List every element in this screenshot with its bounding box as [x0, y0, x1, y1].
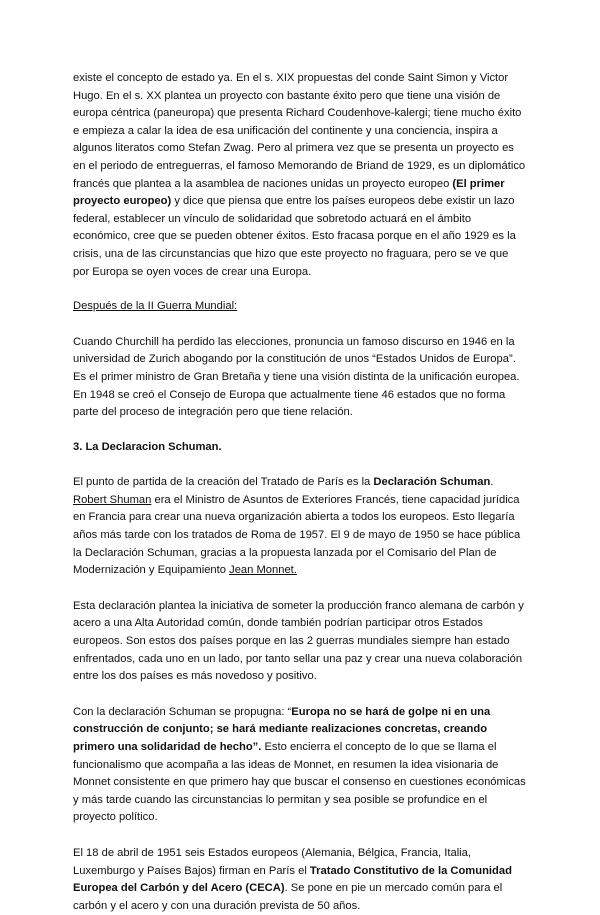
paragraph-quote-text: Esto encierra el concepto de lo que se llama el funcionalismo que acompaña a las ideas de Monnet, en resumen la idea visionaria de Monnet consistente en que primero hay que buscar el consenso en cuestiones económicas y más tarde cuando las circunstancias lo permitan y sea posible se profundice en el proyecto político.: [73, 741, 526, 824]
paragraph-ceca-text-end: . Se pone en pie un mercado común para el carbón y el acero y con una duración prevista de 50 años.: [73, 882, 503, 912]
ceca-treaty-bold: Tratado Constitutivo de la Comunidad Europea del Carbón y del Acero (CECA): [73, 864, 512, 895]
subheading-postwar: [73, 298, 526, 316]
paragraph-quote: [73, 704, 526, 827]
paragraph-intro-bold: (El primer proyecto europeo): [73, 177, 505, 208]
paragraph-ceca: [73, 845, 526, 915]
paragraph-churchill: Cuando Churchill ha perdido las elecciones, pronuncia un famoso discurso en 1946 en la universidad de Zurich abogando por la constitución de unos “Estados Unidos de Europa”. Es el primer ministro de Gran Bretaña y tiene una visión distinta de la unificación europea. En 1948 se creó el Consejo de Europa que actualmente tiene 46 estados que no forma parte del proceso de integración pero que tiene relación.: [73, 335, 520, 419]
paragraph-quote-intro: Con la declaración Schuman se propugna: “: [73, 705, 292, 718]
declaracion-schuman-bold: Declaración Schuman: [373, 476, 491, 489]
jean-monnet-link[interactable]: Jean Monnet.: [229, 564, 297, 577]
robert-shuman-link[interactable]: Robert Shuman: [73, 493, 152, 506]
paragraph-schuman-text-mid: era el Ministro de Asuntos de Exteriores Francés, tiene capacidad jurídica en Francia para crear una nueva organización abierta a todos los europeos. Esto llegaría años más tarde con los tratados de Roma de 1957. El 9 de mayo de 1950 se hace pública la Declaración Schuman, gracias a la propuesta lanzada por el Comisario del Plan de Modernización y Equipamiento: [73, 493, 521, 577]
paragraph-intro: [73, 70, 526, 281]
subheading-postwar-text: Después de la II Guerra Mundial:: [73, 300, 238, 313]
paragraph-declaracion: Esta declaración plantea la iniciativa de someter la producción franco alemana de carbón y acero a una Alta Autoridad común, donde también podrían participar otros Estados europeos. Son estos dos países porque en las 2 guerras mundiales siempre han estado enfrentados, cada uno en un lado, por tanto sellar una paz y crear una nueva colaboración entre los dos países es más novedoso y positivo.: [73, 599, 524, 683]
paragraph-schuman-period: .: [490, 476, 494, 489]
paragraph-schuman-text: El punto de partida de la creación del Tratado de París es la: [73, 476, 374, 489]
paragraph-ceca-text: El 18 de abril de 1951 seis Estados europeos (Alemania, Bélgica, Francia, Italia, Luxemburgo y Países Bajos) firman en París el: [73, 846, 472, 877]
section-heading: 3. La Declaracion Schuman.: [73, 440, 222, 453]
paragraph-intro-text: existe el concepto de estado ya. En el s. XIX propuestas del conde Saint Simon y Victor Hugo. En el s. XX plantea un proyecto con bastante éxito pero que tiene una visión de europa céntrica (paneuropa) que presenta Richard Coudenhove-kalergi; tiene mucho éxito e empieza a calar la idea de esa unificación del continente y una conciencia, inspira a algunos literatos como Stefan Zwag. Pero al primera vez que se presenta un proyecto es en el periodo de entreguerras, el famoso Memorando de Briand de 1929, es un diplomático francés que plantea a la asamblea de naciones unidas un proyecto europeo: [73, 72, 526, 190]
paragraph-intro-text-end: y dice que piensa que entre los países europeos debe existir un lazo federal, establecer un vínculo de solidaridad que sobretodo actuará en el ámbito económico, cree que se pueden obtener éxitos. Esto fracasa porque en el año 1929 es la crisis, una de las circunstancias que hizo que este proyecto no fraguara, pero se ve que por Europa se oyen voces de crear una Europa.: [73, 195, 516, 278]
schuman-quote-bold: Europa no se hará de golpe ni en una construcción de conjunto; se hará mediante realizaciones concretas, creando primero una solidaridad de hecho”.: [73, 705, 491, 753]
paragraph-schuman: [73, 474, 526, 580]
